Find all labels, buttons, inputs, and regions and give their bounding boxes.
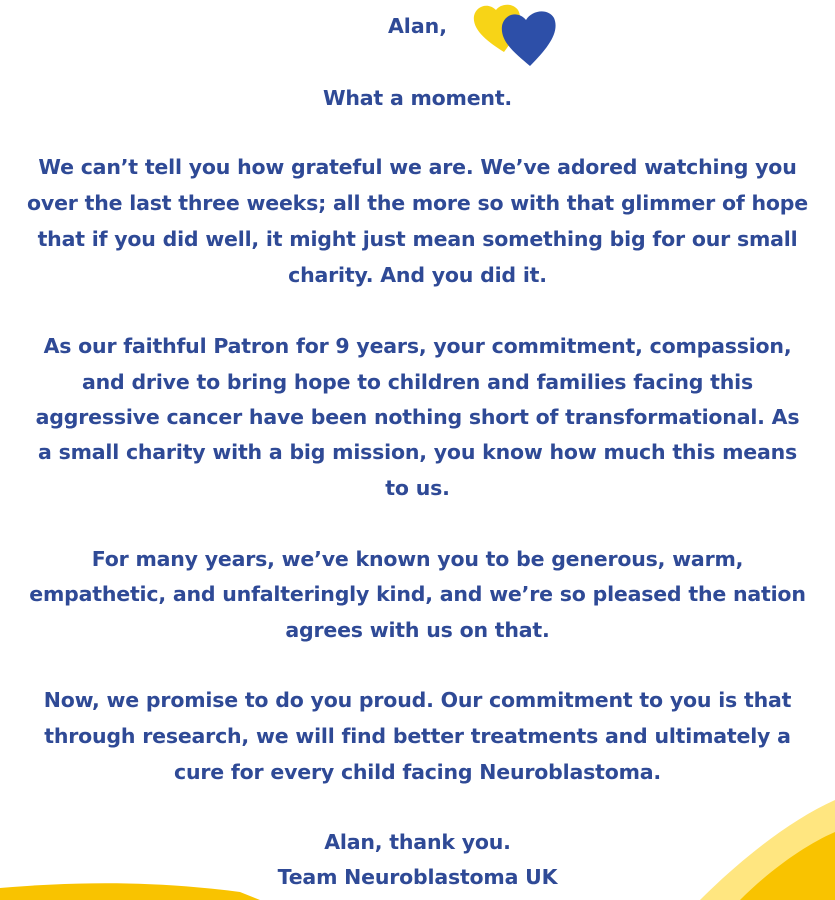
paragraph-line: and drive to bring hope to children and families facing this <box>82 370 753 394</box>
paragraph-line: Now, we promise to do you proud. Our commitment to you is that <box>43 688 792 712</box>
opening-line: What a moment. <box>322 86 513 110</box>
paragraph-line: aggressive cancer have been nothing short of transformational. As <box>35 405 800 429</box>
paragraph-line: agrees with us on that. <box>285 618 550 642</box>
paragraph-line: that if you did well, it might just mean something big for our small <box>37 227 798 251</box>
paragraph-line: charity. And you did it. <box>288 263 547 287</box>
paragraph-line: cure for every child facing Neuroblastoma. <box>174 760 661 784</box>
paragraph-line: over the last three weeks; all the more so with that glimmer of hope <box>27 191 808 215</box>
paragraph-line: empathetic, and unfalteringly kind, and we’re so pleased the nation <box>29 582 806 606</box>
paragraph-line: For many years, we’ve known you to be generous, warm, <box>91 547 744 571</box>
paragraph-line: through research, we will find better treatments and ultimately a <box>44 724 791 748</box>
signature: Team Neuroblastoma UK <box>277 865 558 889</box>
paragraph-line: to us. <box>385 476 450 500</box>
paragraph-line: As our faithful Patron for 9 years, your commitment, compassion, <box>43 334 792 358</box>
closing-line: Alan, thank you. <box>324 830 511 854</box>
paragraph-line: We can’t tell you how grateful we are. We’ve adored watching you <box>38 155 797 179</box>
paragraph-line: a small charity with a big mission, you know how much this means <box>38 440 797 464</box>
salutation: Alan, <box>387 14 448 38</box>
